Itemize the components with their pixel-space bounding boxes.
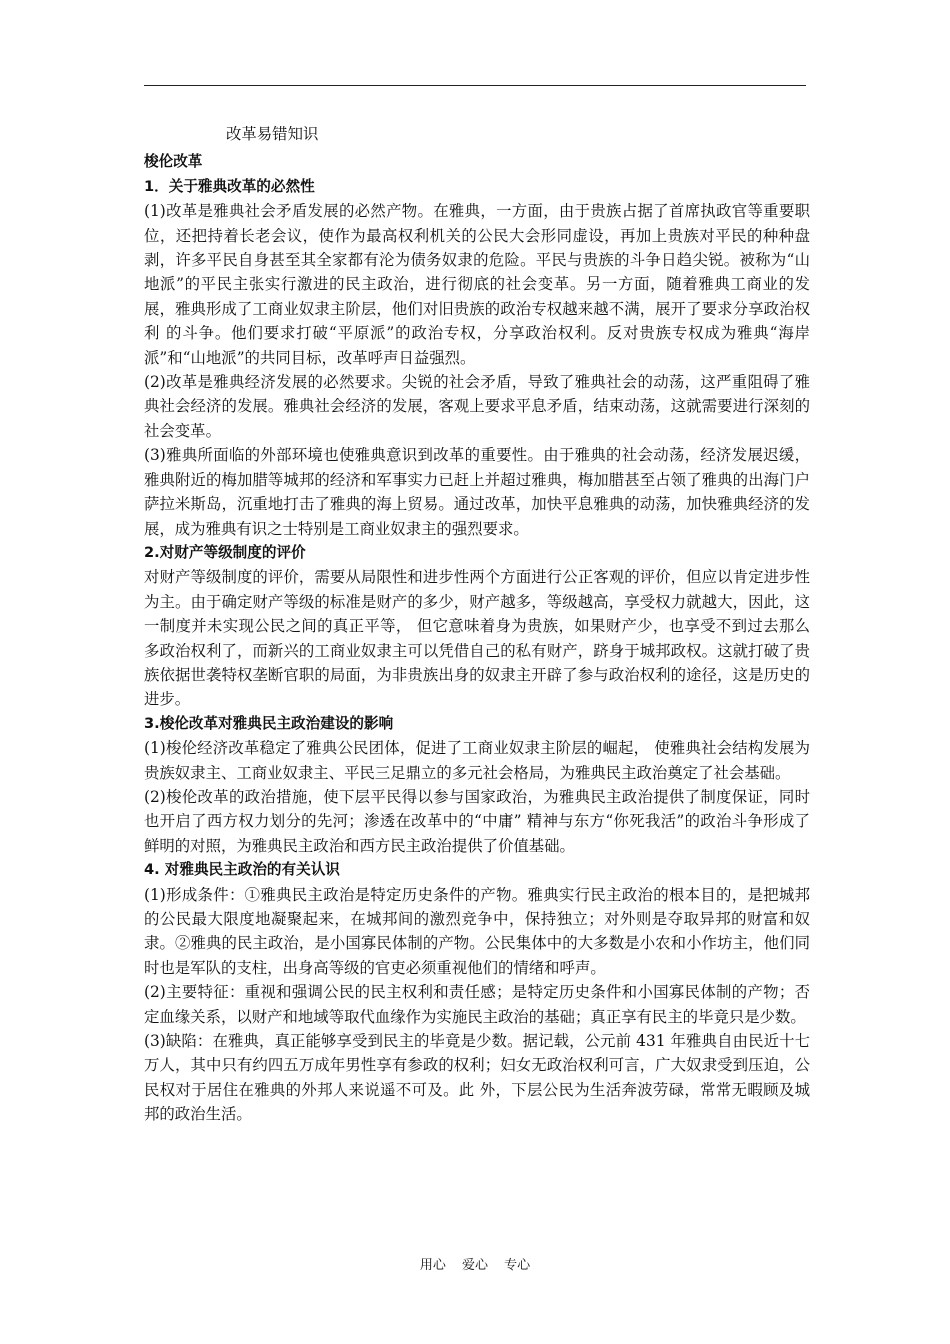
heading-understanding: 4. 对雅典民主政治的有关认识 bbox=[144, 861, 340, 879]
section-title: 梭伦改革 bbox=[144, 153, 203, 171]
paragraph: (2)主要特征：重视和强调公民的民主权利和责任感；是特定历史条件和小国寡民体制的产物；否定血缘关系，以财产和地域等取代血缘作为实施民主政治的基础；真正享有民主的毕竟只是少数。 bbox=[144, 983, 810, 1026]
paragraph: (2)改革是雅典经济发展的必然要求。尖锐的社会矛盾，导致了雅典社会的动荡，这严重阻碍了雅典社会经济的发展。雅典社会经济的发展，客观上要求平息矛盾，结束动荡，这就需要进行深刻的社会变革。 bbox=[144, 373, 810, 440]
heading-influence: 3.梭伦改革对雅典民主政治建设的影响 bbox=[144, 714, 394, 732]
paragraph: (1)梭伦经济改革稳定了雅典公民团体，促进了工商业奴隶主阶层的崛起， 使雅典社会结构发展为贵族奴隶主、工商业奴隶主、平民三足鼎立的多元社会格局，为雅典民主政治奠定了社会基础。 bbox=[144, 739, 810, 782]
heading-necessity: 1．关于雅典改革的必然性 bbox=[144, 177, 315, 195]
heading-property-evaluation: 2.对财产等级制度的评价 bbox=[144, 543, 306, 561]
paragraph: (1)改革是雅典社会矛盾发展的必然产物。在雅典，一方面，由于贵族占据了首席执政官等重要职位，还把持着长老会议，使作为最高权利机关的公民大会形同虚设，再加上贵族对平民的种种盘剥，许多平民自身甚至其全家都有沦为债务奴隶的危险。平民与贵族的斗争日趋尖锐。被称为“山地派”的平民主张实行激进的民主政治，进行彻底的社会变革。另一方面，随着雅典工商业的发展，雅典形成了工商业奴隶主阶层，他们对旧贵族的政治专权越来越不满，展开了要求分享政治权利 的斗争。他们要求打破“平原派”的政治专权，分享政治权利。反对贵族专权成为雅典“海岸派”和“山地派”的共同目标，改革呼声日益强烈。 bbox=[144, 202, 810, 367]
document-title: 改革易错知识 bbox=[226, 125, 319, 143]
paragraph: 对财产等级制度的评价，需要从局限性和进步性两个方面进行公正客观的评价，但应以肯定进步性为主。由于确定财产等级的标准是财产的多少，财产越多，等级越高，享受权力就越大，因此，这一制度并未实现公民之间的真正平等， 但它意味着身为贵族，如果财产少，也享受不到过去那么多政治权利了，而新兴的工商业奴隶主可以凭借自己的私有财产，跻身于城邦政权。这就打破了贵族依据世袭特权垄断官职的局面，为非贵族出身的奴隶主开辟了参与政治权利的途径，这是历史的进步。 bbox=[144, 568, 810, 709]
document-body bbox=[144, 122, 810, 1127]
page-footer: 用心 爱心 专心 bbox=[419, 1258, 531, 1273]
paragraph: (2)梭伦改革的政治措施，使下层平民得以参与国家政治，为雅典民主政治提供了制度保证，同时也开启了西方权力划分的先河；渗透在改革中的“中庸” 精神与东方“你死我活”的政治斗争形成了鲜明的对照，为雅典民主政治和西方民主政治提供了价值基础。 bbox=[144, 787, 810, 855]
paragraph: (3)雅典所面临的外部环境也使雅典意识到改革的重要性。由于雅典的社会动荡，经济发展迟缓，雅典附近的梅加腊等城邦的经济和军事实力已赶上并超过雅典，梅加腊甚至占领了雅典的出海门户萨拉米斯岛，沉重地打击了雅典的海上贸易。通过改革，加快平息雅典的动荡，加快雅典经济的发展，成为雅典有识之士特别是工商业奴隶主的强烈要求。 bbox=[144, 446, 810, 538]
paragraph: (1)形成条件：①雅典民主政治是特定历史条件的产物。雅典实行民主政治的根本目的，是把城邦的公民最大限度地凝聚起来，在城邦间的激烈竞争中，保持独立；对外则是夺取异邦的财富和奴隶。②雅典的民主政治，是小国寡民体制的产物。公民集体中的大多数是小农和小作坊主，他们同时也是军队的支柱，出身高等级的官吏必须重视他们的情绪和呼声。 bbox=[144, 885, 810, 977]
header-rule bbox=[144, 85, 806, 86]
paragraph: (3)缺陷：在雅典，真正能够享受到民主的毕竟是少数。据记载，公元前 431 年雅典自由民近十七万人，其中只有约四五万成年男性享有参政的权利；妇女无政治权利可言，广大奴隶受到压迫，公民权对于居住在雅典的外邦人来说遥不可及。此 外，下层公民为生活奔波劳碌，常常无暇顾及城邦的政治生活。 bbox=[144, 1032, 810, 1124]
